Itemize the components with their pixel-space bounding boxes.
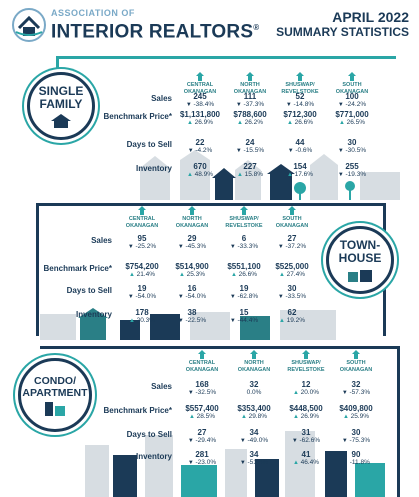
stat-change: ▼ -51.4% <box>239 459 269 466</box>
condo-value-cell <box>284 380 328 397</box>
townhouse-icon <box>346 268 374 282</box>
report-title <box>276 10 409 39</box>
stat-change: ▲ 26.9% <box>292 413 320 420</box>
stat-change: ▼ -15.5% <box>235 147 265 154</box>
stat-value: 670 <box>193 162 207 171</box>
townhouse-value-cell <box>120 234 164 251</box>
stat-value: 24 <box>245 138 255 147</box>
townhouse-value-cell <box>222 308 266 325</box>
stat-value: 16 <box>187 284 197 293</box>
landmark-icon <box>249 350 259 359</box>
stat-change: ▼ -23.0% <box>187 459 217 466</box>
single-family-value-cell <box>178 110 222 127</box>
stat-value: 19 <box>137 284 147 293</box>
stat-change: ▲ 19.2% <box>278 317 306 324</box>
landmark-icon <box>287 206 297 215</box>
stat-value: 12 <box>301 380 311 389</box>
condo-value-cell <box>232 380 276 397</box>
arrow-up-icon: ▲ <box>338 120 347 126</box>
stat-value: 30 <box>287 284 297 293</box>
stat-value: 62 <box>287 308 297 317</box>
stat-change: ▲ 25.9% <box>342 413 370 420</box>
stat-value: 22 <box>195 138 205 147</box>
stat-change: ▼ -62.6% <box>291 437 321 444</box>
townhouse-value-cell <box>270 262 314 279</box>
condo-column-header: SOUTH OKANAGAN <box>334 350 378 373</box>
arrow-down-icon: ▼ <box>285 102 294 108</box>
arrow-down-icon: ▼ <box>337 102 346 108</box>
landmark-icon <box>137 206 147 215</box>
stat-value: 34 <box>249 428 259 437</box>
condo-value-cell <box>284 428 328 445</box>
stat-value: $514,900 <box>175 262 209 271</box>
report-month: APRIL 2022 <box>332 9 409 25</box>
townhouse-column-header: NORTH OKANAGAN <box>170 206 214 229</box>
townhouse-value-cell <box>222 234 266 251</box>
landmark-icon <box>197 350 207 359</box>
stat-change: ▼ -54.0% <box>177 293 207 300</box>
stat-change: ▼ -62.8% <box>229 293 259 300</box>
logo-mark-icon <box>10 6 48 44</box>
landmark-icon <box>351 350 361 359</box>
arrow-down-icon: ▼ <box>177 244 186 250</box>
condo-value-cell <box>180 404 224 421</box>
single-family-value-cell <box>278 138 322 155</box>
stat-value: $525,000 <box>275 262 309 271</box>
single-family-value-cell <box>178 138 222 155</box>
stat-value: $409,800 <box>339 404 373 413</box>
stat-change: ▼ -49.0% <box>239 437 269 444</box>
stat-value: 15 <box>239 308 249 317</box>
townhouse-badge <box>326 226 394 294</box>
arrow-down-icon: ▼ <box>342 460 350 466</box>
stat-change: ▼ -54.0% <box>127 293 157 300</box>
stat-change: ▼ -14.8% <box>285 101 315 108</box>
single-family-column-header: SHUSWAP/ REVELSTOKE <box>278 72 322 95</box>
townhouse-value-cell <box>270 284 314 301</box>
townhouse-value-cell <box>270 308 314 325</box>
stat-value: 95 <box>137 234 147 243</box>
stat-value: $754,200 <box>125 262 159 271</box>
townhouse-value-cell <box>170 234 214 251</box>
stat-value: 90 <box>351 450 361 459</box>
townhouse-value-cell <box>222 262 266 279</box>
arrow-up-icon: ▲ <box>186 120 195 126</box>
stat-change: ▲ 26.6% <box>230 271 258 278</box>
arrow-up-icon: ▲ <box>240 414 249 420</box>
report-subtitle: SUMMARY STATISTICS <box>276 25 409 39</box>
logo-main-text: INTERIOR REALTORS® <box>51 21 260 43</box>
townhouse-value-cell <box>120 284 164 301</box>
condo-value-cell <box>334 404 378 421</box>
arrow-down-icon: ▼ <box>291 438 300 444</box>
single-family-value-cell <box>228 138 272 155</box>
stat-change: ▲ 29.8% <box>240 413 268 420</box>
stat-change: ▼ -33.3% <box>229 243 259 250</box>
condo-icon <box>43 402 67 416</box>
single-family-column-header: CENTRAL OKANAGAN <box>178 72 222 95</box>
arrow-up-icon: ▲ <box>292 414 301 420</box>
stat-value: $771,000 <box>335 110 369 119</box>
arrow-down-icon: ▼ <box>229 244 238 250</box>
stat-change: ▲ 21.4% <box>128 271 156 278</box>
single-family-row-label: Days to Sell <box>126 140 172 149</box>
condo-row-label: Sales <box>151 382 172 391</box>
single-family-frame <box>56 56 396 59</box>
stat-value: $712,300 <box>283 110 317 119</box>
stat-change: ▲ 20.0% <box>292 389 320 396</box>
stat-value: $557,400 <box>185 404 219 413</box>
logo <box>10 6 259 44</box>
condo-value-cell <box>232 450 276 467</box>
condo-frame-right <box>397 346 400 497</box>
arrow-up-icon: ▲ <box>342 414 351 420</box>
arrow-down-icon: ▼ <box>341 390 350 396</box>
arrow-up-icon: ▲ <box>230 272 239 278</box>
single-family-value-cell <box>278 110 322 127</box>
arrow-down-icon: ▼ <box>337 148 346 154</box>
header <box>0 0 419 50</box>
single-family-row-label: Inventory <box>135 164 172 173</box>
stat-change: ▲ 26.5% <box>338 119 366 126</box>
stat-change: ▼ -75.3% <box>341 437 371 444</box>
condo-column-header: NORTH OKANAGAN <box>232 350 276 373</box>
arrow-up-icon: ▲ <box>128 318 137 324</box>
arrow-down-icon: ▼ <box>287 148 296 154</box>
single-family-value-cell <box>178 92 222 109</box>
condo-label: CONDO/ APARTMENT <box>22 374 88 399</box>
stat-change: ▼ -11.8% <box>342 459 370 466</box>
arrow-down-icon: ▼ <box>235 148 244 154</box>
arrow-down-icon: ▼ <box>177 318 186 324</box>
townhouse-row-label: Sales <box>91 236 112 245</box>
condo-column-header: CENTRAL OKANAGAN <box>180 350 224 373</box>
stat-change: ▲ 20.3% <box>128 317 156 324</box>
arrow-down-icon: ▼ <box>185 102 194 108</box>
stat-value: 44 <box>295 138 305 147</box>
arrow-up-icon: ▲ <box>292 460 301 466</box>
arrow-down-icon: ▼ <box>187 460 196 466</box>
single-family-row-label: Benchmark Price* <box>103 112 172 121</box>
logo-top-text: ASSOCIATION OF <box>51 8 135 19</box>
stat-value: 32 <box>249 380 259 389</box>
condo-column-header: SHUSWAP/ REVELSTOKE <box>284 350 328 373</box>
arrow-down-icon: ▼ <box>341 438 350 444</box>
condo-value-cell <box>334 428 378 445</box>
stat-change: ▲ 25.3% <box>178 271 206 278</box>
landmark-icon <box>245 72 255 81</box>
condo-row-label: Days to Sell <box>126 430 172 439</box>
townhouse-value-cell <box>120 262 164 279</box>
stat-value: 6 <box>241 234 247 243</box>
single-family-value-cell <box>228 92 272 109</box>
stat-change: ▼ -25.2% <box>127 243 157 250</box>
stat-value: 52 <box>295 92 305 101</box>
townhouse-row-label: Inventory <box>75 310 112 319</box>
stat-change: ▼ -37.3% <box>235 101 265 108</box>
arrow-up-icon: ▲ <box>236 172 245 178</box>
stat-value: 41 <box>301 450 311 459</box>
arrow-up-icon: ▲ <box>186 172 195 178</box>
condo-value-cell <box>232 404 276 421</box>
single-family-badge <box>27 72 95 140</box>
stat-change: ▲ 15.8% <box>236 171 264 178</box>
townhouse-column-header: SHUSWAP/ REVELSTOKE <box>222 206 266 229</box>
stat-value: 30 <box>347 138 357 147</box>
stat-value: 154 <box>293 162 307 171</box>
townhouse-label: TOWN- HOUSE <box>338 237 382 265</box>
arrow-up-icon: ▲ <box>236 120 245 126</box>
condo-frame-top <box>40 346 400 349</box>
townhouse-value-cell <box>170 308 214 325</box>
stat-value: 27 <box>197 428 207 437</box>
single-family-row-label: Sales <box>151 94 172 103</box>
arrow-up-icon: ▲ <box>278 272 287 278</box>
stat-change: ▼ -37.2% <box>277 243 307 250</box>
stat-change: ▼ -45.3% <box>177 243 207 250</box>
arrow-down-icon: ▼ <box>127 244 136 250</box>
condo-value-cell <box>232 428 276 445</box>
stat-value: $551,100 <box>227 262 261 271</box>
stat-change: ▼ -22.5% <box>177 317 207 324</box>
single-family-value-cell <box>278 162 322 179</box>
single-family-value-cell <box>228 110 272 127</box>
condo-row-label: Inventory <box>135 452 172 461</box>
stat-value: 100 <box>345 92 359 101</box>
stat-change: ▲ 46.4% <box>292 459 320 466</box>
stat-change: ▼ -44.4% <box>229 317 259 324</box>
stat-change: ▲ 26.2% <box>236 119 264 126</box>
arrow-up-icon: ▲ <box>292 390 301 396</box>
stat-change: ▲ 17.6% <box>286 171 314 178</box>
stat-change: ▼ -33.5% <box>277 293 307 300</box>
landmark-icon <box>187 206 197 215</box>
landmark-icon <box>195 72 205 81</box>
condo-value-cell <box>180 428 224 445</box>
condo-row-label: Benchmark Price* <box>103 406 172 415</box>
house-icon <box>50 114 72 128</box>
stat-change: ▲ 48.9% <box>186 171 214 178</box>
single-family-column-header: SOUTH OKANAGAN <box>330 72 374 95</box>
arrow-down-icon: ▼ <box>277 244 286 250</box>
townhouse-value-cell <box>270 234 314 251</box>
single-family-value-cell <box>278 92 322 109</box>
stat-change: ▼ -0.6% <box>287 147 313 154</box>
stat-value: 34 <box>249 450 259 459</box>
stat-value: 32 <box>351 380 361 389</box>
single-family-value-cell <box>228 162 272 179</box>
stat-value: $1,131,800 <box>179 110 221 119</box>
arrow-down-icon: ▼ <box>177 294 186 300</box>
stat-value: 19 <box>239 284 249 293</box>
arrow-down-icon: ▼ <box>229 294 238 300</box>
townhouse-column-header: CENTRAL OKANAGAN <box>120 206 164 229</box>
stat-change: ▼ -19.3% <box>337 171 367 178</box>
stat-value: 31 <box>301 428 311 437</box>
stat-value: 30 <box>351 428 361 437</box>
stat-value: 111 <box>243 92 257 101</box>
condo-value-cell <box>334 380 378 397</box>
arrow-down-icon: ▼ <box>127 294 136 300</box>
single-family-value-cell <box>330 110 374 127</box>
stat-change: 0.0% <box>246 389 262 396</box>
arrow-down-icon: ▼ <box>337 172 346 178</box>
arrow-up-icon: ▲ <box>286 120 295 126</box>
arrow-up-icon: ▲ <box>178 272 187 278</box>
single-family-value-cell <box>330 138 374 155</box>
stat-change: ▲ 26.9% <box>186 119 214 126</box>
townhouse-value-cell <box>222 284 266 301</box>
stat-change: ▲ 28.5% <box>188 413 216 420</box>
stat-value: 255 <box>345 162 359 171</box>
single-family-column-header: NORTH OKANAGAN <box>228 72 272 95</box>
single-family-value-cell <box>330 162 374 179</box>
stat-value: 281 <box>195 450 209 459</box>
townhouse-value-cell <box>170 284 214 301</box>
stat-change: ▼ -30.5% <box>337 147 367 154</box>
landmark-icon <box>301 350 311 359</box>
stat-value: $448,500 <box>289 404 323 413</box>
townhouse-value-cell <box>170 262 214 279</box>
arrow-down-icon: ▼ <box>187 390 196 396</box>
stat-value: 168 <box>195 380 209 389</box>
townhouse-value-cell <box>120 308 164 325</box>
arrow-down-icon: ▼ <box>239 438 248 444</box>
arrow-down-icon: ▼ <box>239 460 248 466</box>
arrow-down-icon: ▼ <box>229 318 238 324</box>
arrow-down-icon: ▼ <box>187 438 196 444</box>
stat-value: 178 <box>135 308 149 317</box>
stat-change: ▼ -4.2% <box>187 147 213 154</box>
arrow-up-icon: ▲ <box>128 272 137 278</box>
townhouse-row-label: Benchmark Price* <box>43 264 112 273</box>
stat-value: 27 <box>287 234 297 243</box>
stat-value: 38 <box>187 308 197 317</box>
landmark-icon <box>239 206 249 215</box>
stat-value: 29 <box>187 234 197 243</box>
single-family-value-cell <box>178 162 222 179</box>
stat-change: ▲ 27.4% <box>278 271 306 278</box>
condo-value-cell <box>180 380 224 397</box>
stat-value: 227 <box>243 162 257 171</box>
arrow-down-icon: ▼ <box>235 102 244 108</box>
stat-change: ▼ -57.3% <box>341 389 371 396</box>
single-family-label: SINGLE FAMILY <box>38 83 84 111</box>
single-family-value-cell <box>330 92 374 109</box>
stat-value: $788,600 <box>233 110 267 119</box>
arrow-down-icon: ▼ <box>187 148 196 154</box>
townhouse-column-header: SOUTH OKANAGAN <box>270 206 314 229</box>
condo-badge <box>18 358 92 432</box>
stat-change: ▲ 26.6% <box>286 119 314 126</box>
stat-change: ▼ -32.5% <box>187 389 217 396</box>
arrow-up-icon: ▲ <box>286 172 295 178</box>
stat-value: 245 <box>193 92 207 101</box>
stat-change: ▼ -29.4% <box>187 437 217 444</box>
stat-change: ▼ -24.2% <box>337 101 367 108</box>
arrow-down-icon: ▼ <box>277 294 286 300</box>
landmark-icon <box>295 72 305 81</box>
stat-value: $353,400 <box>237 404 271 413</box>
condo-value-cell <box>334 450 378 467</box>
condo-value-cell <box>284 404 328 421</box>
stat-change: ▼ -38.4% <box>185 101 215 108</box>
arrow-up-icon: ▲ <box>278 318 287 324</box>
landmark-icon <box>347 72 357 81</box>
townhouse-row-label: Days to Sell <box>66 286 112 295</box>
condo-value-cell <box>180 450 224 467</box>
arrow-up-icon: ▲ <box>188 414 197 420</box>
condo-value-cell <box>284 450 328 467</box>
